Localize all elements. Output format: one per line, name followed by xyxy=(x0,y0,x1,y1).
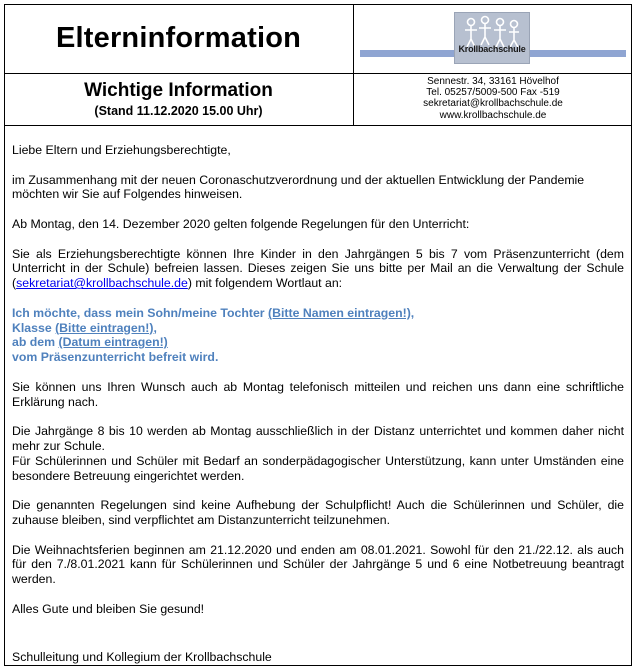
address-block xyxy=(354,74,632,126)
template-fill-class: (Bitte eintragen!), xyxy=(55,320,157,335)
email-line: sekretariat@krollbachschule.de xyxy=(423,98,563,110)
logo-town-name: Hövelhof xyxy=(471,62,513,72)
email-template xyxy=(12,306,624,365)
exemption-text: Sie als Erziehungsberechtigte können Ihre Kinder in den Jahrgängen 5 bis 7 vom Präsenzunterricht (dem Unterricht in der Schule) befreien lassen. Dieses zeigen Sie uns bitte per Mail an die Verwaltung der Schule ( xyxy=(12,246,624,291)
template-line-1: Ich möchte, dass mein Sohn/meine Tochter xyxy=(12,305,269,320)
address-line: Sennestr. 34, 33161 Hövelhof xyxy=(427,76,559,87)
template-fill-date: (Datum eintragen!) xyxy=(58,335,168,350)
stand-date: (Stand 11.12.2020 15.00 Uhr) xyxy=(94,104,263,118)
exemption-text-end: ) mit folgendem Wortlaut an: xyxy=(187,276,343,291)
paragraph-phone: Sie können uns Ihren Wunsch auch ab Montag telefonisch mitteilen und reichen uns dann eine schriftliche Erklärung nach. xyxy=(12,379,624,409)
phone-line: Tel. 05257/5009-500 Fax -519 xyxy=(426,87,560,99)
school-logo xyxy=(354,4,632,74)
paragraph-intro: im Zusammenhang mit der neuen Coronaschutzverordnung und der aktuellen Entwicklung der Pandemie möchten wir Sie auf Folgendes hinweisen. xyxy=(12,172,585,202)
logo-emblem xyxy=(454,12,530,64)
email-link[interactable]: sekretariat@krollbachschule.de xyxy=(16,276,188,291)
paragraph-exemption xyxy=(12,247,624,291)
paragraph-compulsory: Die genannten Regelungen sind keine Aufhebung der Schulpflicht! Auch die Schülerinnen und Schüler, die zuhause bleiben, sind verpflichtet am Distanzunterricht teilzunehmen. xyxy=(12,498,624,527)
paragraph-distance xyxy=(12,424,624,483)
template-line-3: ab dem xyxy=(12,335,59,350)
header-title-cell xyxy=(4,4,354,74)
template-fill-name: (Bitte Namen eintragen!), xyxy=(268,305,415,320)
page-title: Elterninformation xyxy=(55,22,302,54)
letter-body xyxy=(12,143,624,631)
paragraph-rules-intro: Ab Montag, den 14. Dezember 2020 gelten folgende Regelungen für den Unterricht: xyxy=(12,216,470,231)
closing: Alles Gute und bleiben Sie gesund! xyxy=(12,601,205,616)
distance-text: Die Jahrgänge 8 bis 10 werden ab Montag ausschließlich in der Distanz unterrichtet und kommen daher nicht mehr zur Schule. xyxy=(12,424,624,453)
signature: Schulleitung und Kollegium der Krollbachschule xyxy=(12,650,272,664)
subtitle: Wichtige Information xyxy=(84,80,273,101)
template-line-2: Klasse xyxy=(12,320,56,335)
greeting: Liebe Eltern und Erziehungsberechtigte, xyxy=(12,143,231,157)
logo-school-name: Krollbachschule xyxy=(458,44,526,54)
website-line: www.krollbachschule.de xyxy=(439,109,547,121)
special-needs-text: Für Schülerinnen und Schüler mit Bedarf an sonderpädagogischer Unterstützung, kann unter Umständen eine besondere Betreuung eingerichtet werden. xyxy=(12,453,624,483)
template-line-4: vom Präsenzunterricht befreit wird. xyxy=(12,350,219,365)
paragraph-holidays: Die Weihnachtsferien beginnen am 21.12.2020 und enden am 08.01.2021. Sowohl für den 21./22.12. als auch für den 7./8.01.2021 kann für Schülerinnen und Schüler der Jahrgänge 5 und 6 eine Notbetreuung beantragt werden. xyxy=(12,542,624,587)
header-subtitle-cell xyxy=(4,74,354,126)
